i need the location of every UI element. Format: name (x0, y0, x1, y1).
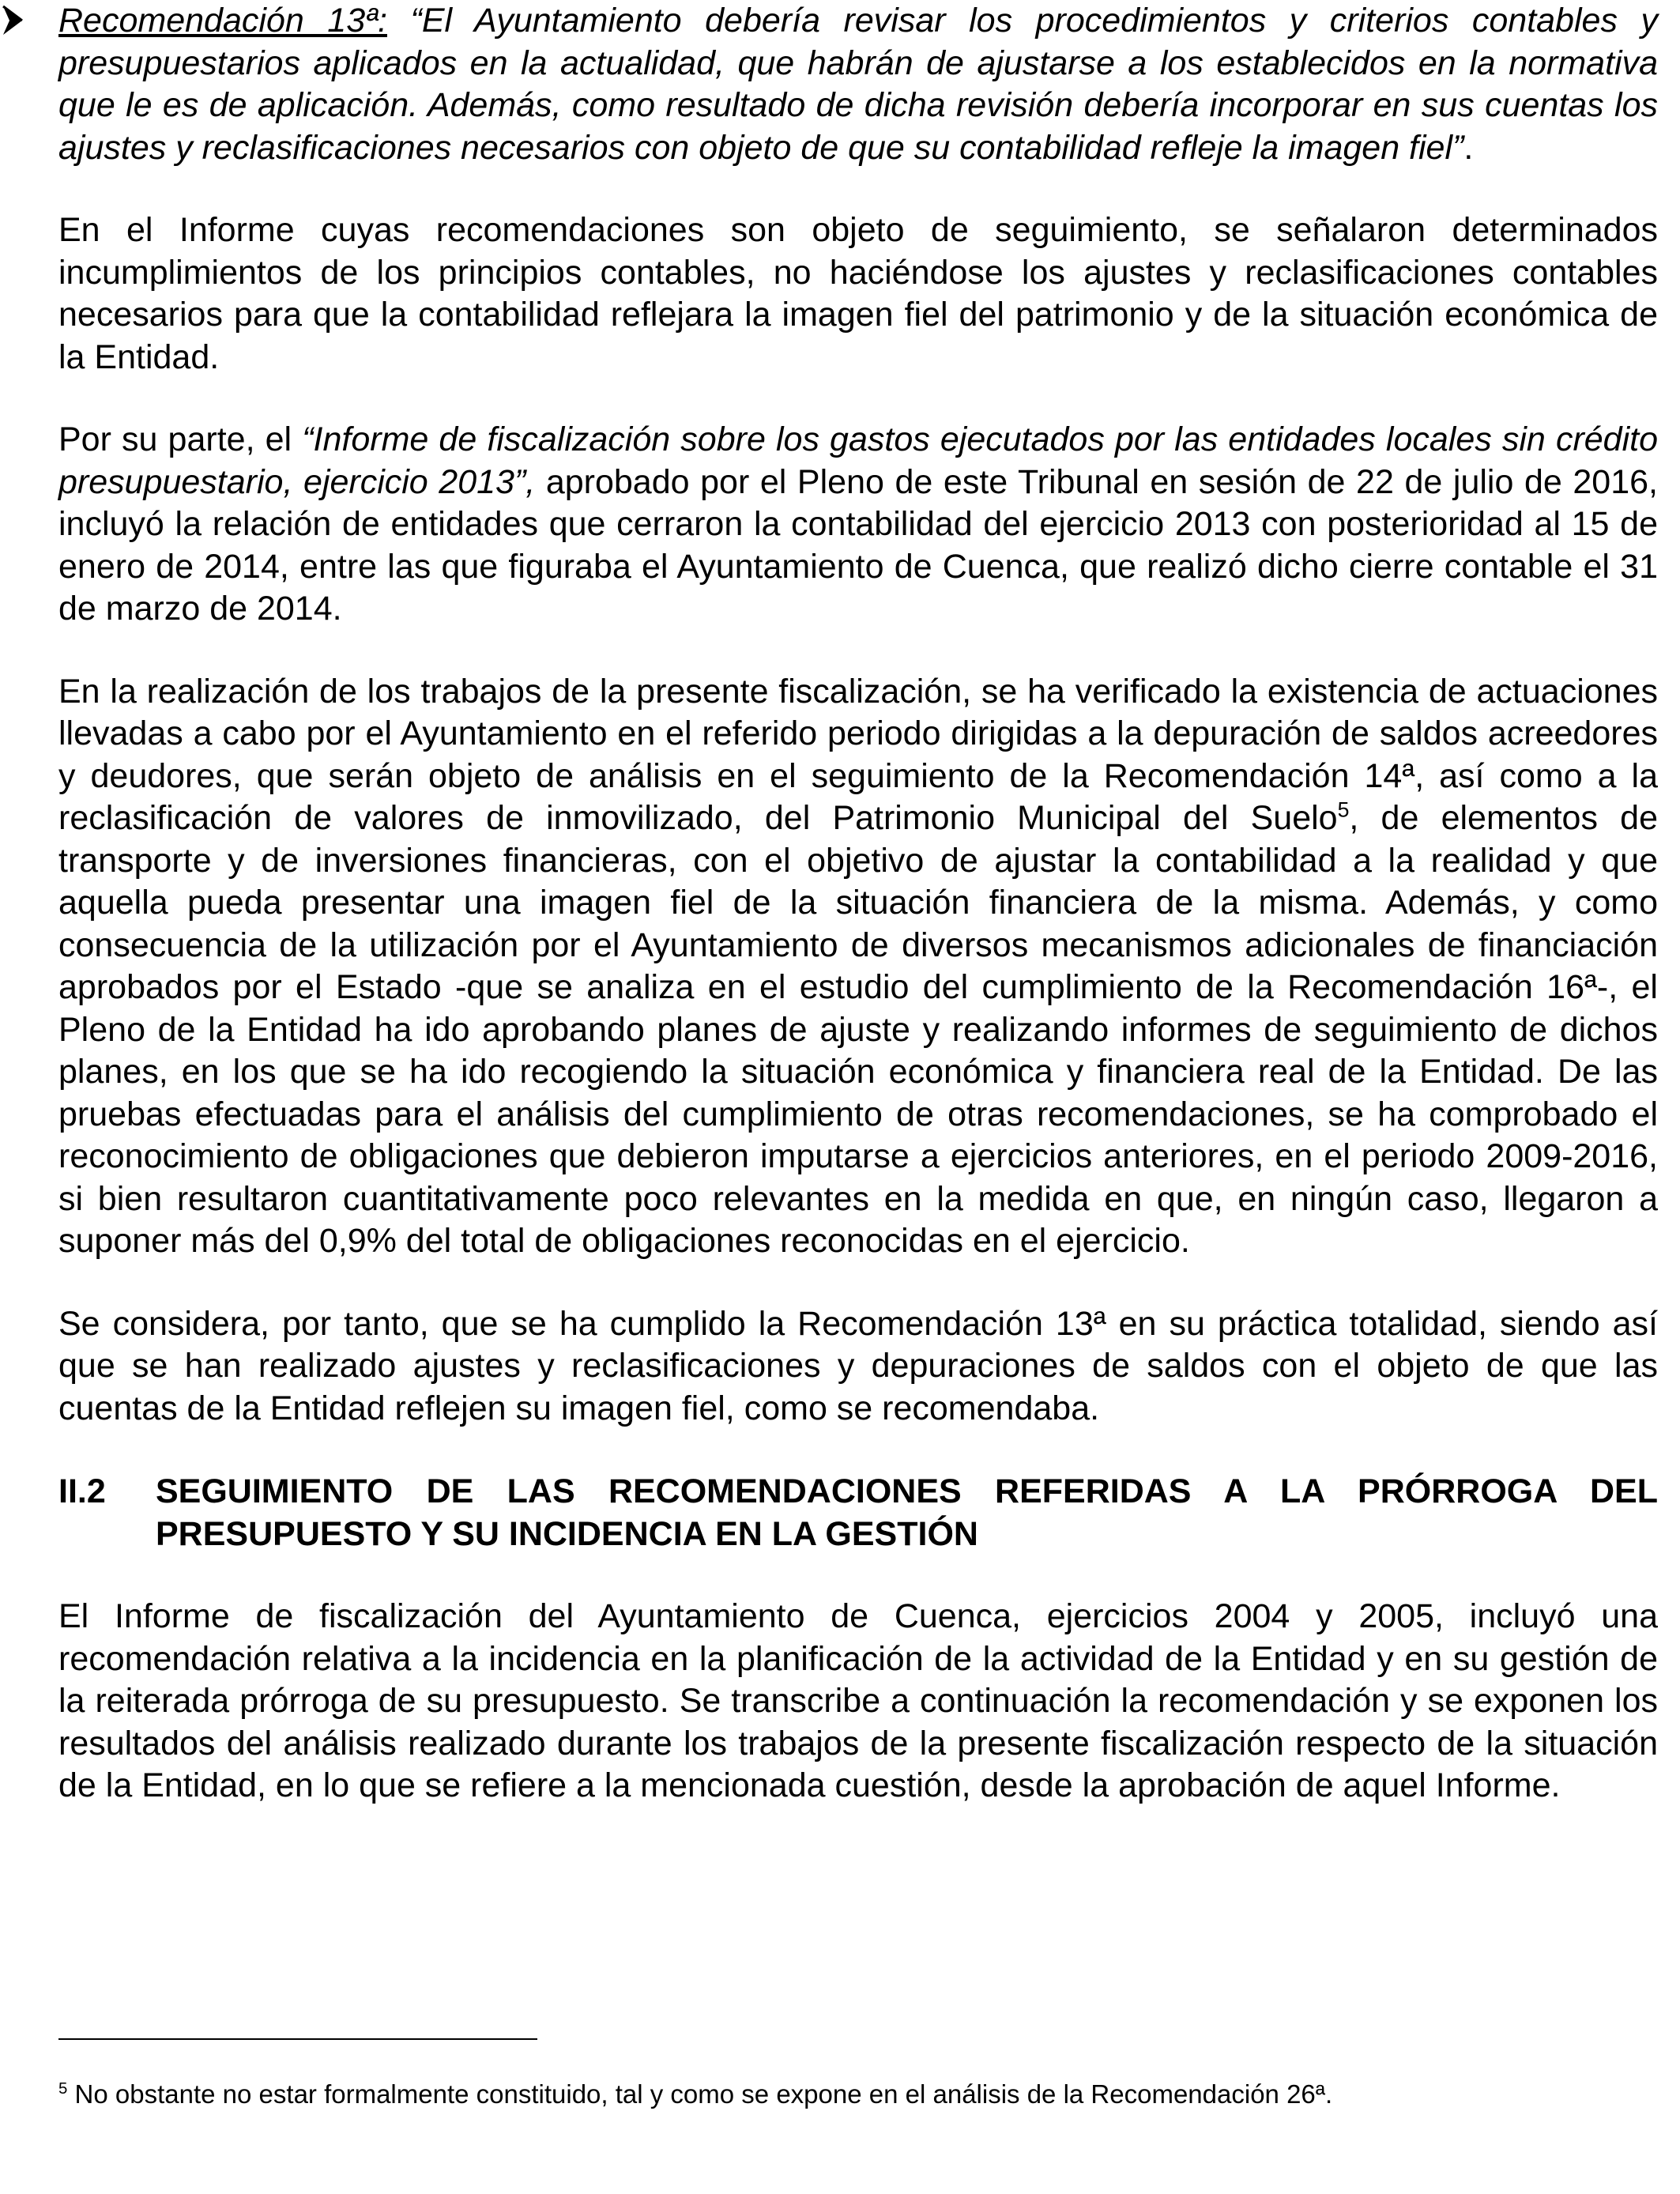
paragraph-informe-2004-2005: El Informe de fiscalización del Ayuntamiento de Cuenca, ejercicios 2004 y 2005, incluyó una recomendación relativa a la incidencia en la planificación de la actividad de la Entidad y en su gestión de la reiterada prórroga de su presupuesto. Se transcribe a continuación la recomendación y se exponen los resultados del análisis realizado durante los trabajos de la presente fiscalización respecto de la situación de la Entidad, en lo que se refiere a la mencionada cuestión, desde la aprobación de aquel Informe. (58, 1597, 1658, 1804)
paragraph-conclusion: Se considera, por tanto, que se ha cumplido la Recomendación 13ª en su práctica totalidad, siendo así que se han realizado ajustes y reclasificaciones y depuraciones de saldos con el objeto de que las cuentas de la Entidad reflejen su imagen fiel, como se recomendaba. (58, 1304, 1658, 1427)
section-title: SEGUIMIENTO DE LAS RECOMENDACIONES REFERIDAS A LA PRÓRROGA DEL PRESUPUESTO Y SU INCIDENCIA EN LA GESTIÓN (156, 1472, 1658, 1553)
footnote-separator (58, 2038, 537, 2040)
section-number: II.2 (58, 1472, 106, 1510)
paragraph-trabajos-fiscalizacion (58, 671, 1658, 1263)
para2-report-title: “Informe de fiscalización sobre los gastos ejecutados por las entidades locales sin crédito presupuestario, ejercicio 2013”, (58, 420, 1659, 501)
paragraph-informe-gastos (58, 419, 1658, 631)
section-heading (58, 1471, 1658, 1555)
footnote-text: No obstante no estar formalmente constituido, tal y como se expone en el análisis de la Recomendación 26ª. (67, 2079, 1333, 2109)
para3-part1: En la realización de los trabajos de la presente fiscalización, se ha verificado la existencia de actuaciones llevadas a cabo por el Ayuntamiento en el referido periodo dirigidas a la depuración de saldos acreedores y deudores, que serán objeto de análisis en el seguimiento de la Recomendación 14ª, así como a la reclasificación de valores de inmovilizado, del Patrimonio Municipal del Suelo (58, 672, 1658, 837)
footnote-number: 5 (58, 2079, 68, 2098)
document-page (58, 0, 1658, 1808)
para2-prefix: Por su parte, el (58, 420, 303, 458)
para3-part2: , de elementos de transporte y de inversiones financieras, con el objetivo de ajustar la contabilidad a la realidad y que aquella pueda presentar una imagen fiel de la situación financiera de la misma. Además, y como consecuencia de la utilización por el Ayuntamiento de diversos mecanismos adicionales de financiación aprobados por el Estado -que se analiza en el estudio del cumplimiento de la Recomendación 16ª-, el Pleno de la Entidad ha ido aprobando planes de ajuste y realizando informes de seguimiento de dichos planes, en los que se ha ido recogiendo la situación económica y financiera real de la Entidad. De las pruebas efectuadas para el análisis del cumplimiento de otras recomendaciones, se ha comprobado el reconocimiento de obligaciones que debieron imputarse a ejercicios anteriores, en el periodo 2009-2016, si bien resultaron cuantitativamente poco relevantes en la medida en que, en ningún caso, llegaron a suponer más del 0,9% del total de obligaciones reconocidas en el ejercicio. (58, 799, 1658, 1260)
recommendation-13-item (58, 0, 1658, 169)
paragraph-informe-incumplimientos: En el Informe cuyas recomendaciones son objeto de seguimiento, se señalaron determinados incumplimientos de los principios contables, no haciéndose los ajustes y reclasificaciones contables necesarios para que la contabilidad reflejara la imagen fiel del patrimonio y de la situación económica de la Entidad. (58, 211, 1658, 376)
para2-rest: aprobado por el Pleno de este Tribunal en sesión de 22 de julio de 2016, incluyó la relación de entidades que cerraron la contabilidad del ejercicio 2013 con posterioridad al 15 de enero de 2014, entre las que figuraba el Ayuntamiento de Cuenca, que realizó dicho cierre contable el 31 de marzo de 2014. (58, 462, 1658, 628)
recommendation-13-quote: “El Ayuntamiento debería revisar los procedimientos y criterios contables y presupuestarios aplicados en la actualidad, que habrán de ajustarse a los establecidos en la normativa que le es de aplicación. Además, como resultado de dicha revisión debería incorporar en sus cuentas los ajustes y reclasificaciones necesarios con objeto de que su contabilidad refleje la imagen fiel” (58, 2, 1658, 167)
recommendation-13-title: Recomendación 13ª: (58, 2, 387, 40)
recommendation-13-text (58, 0, 1658, 169)
footnote (58, 2077, 1332, 2112)
recommendation-13-end: . (1463, 128, 1474, 167)
footnote-reference[interactable]: 5 (1337, 797, 1350, 822)
arrowhead-bullet-icon (0, 0, 40, 42)
